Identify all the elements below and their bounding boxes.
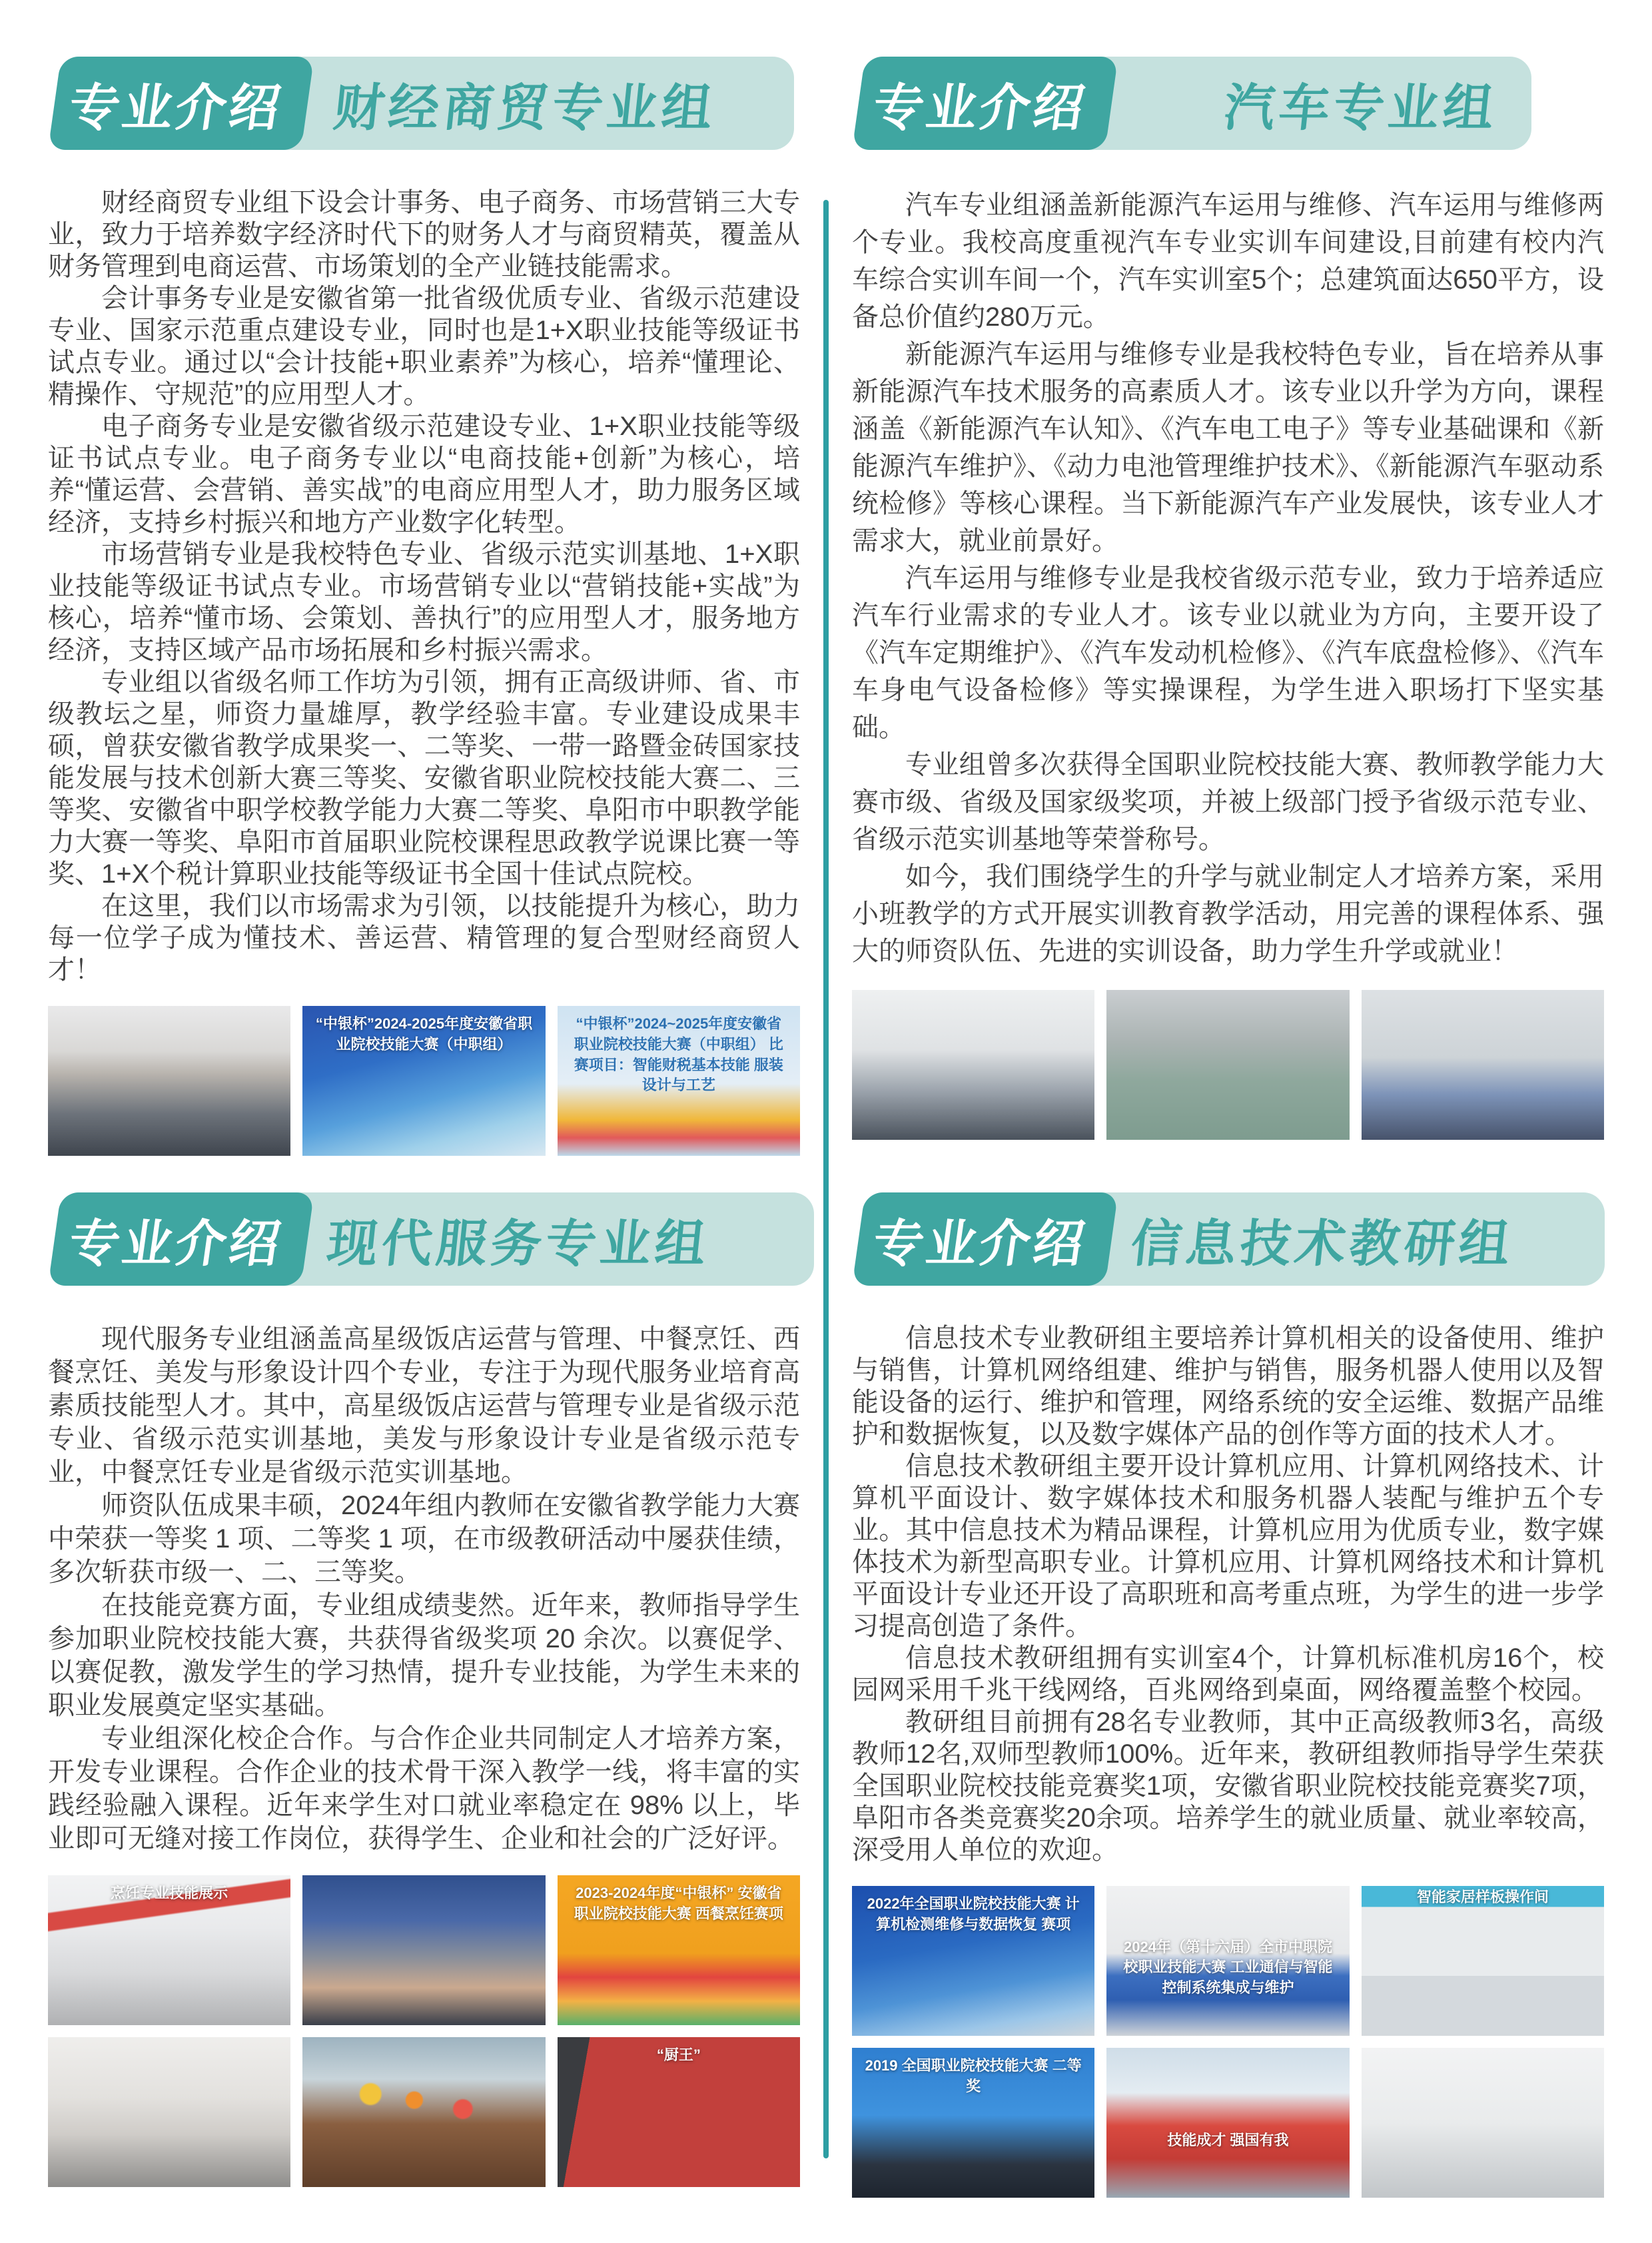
paragraph: 在这里，我们以市场需求为引领，以技能提升为核心，助力每一位学子成为懂技术、善运营、精管理的复合型财经商贸人才！: [48, 891, 800, 985]
paragraph: 汽车运用与维修专业是我校省级示范专业，致力于培养适应汽车行业需求的专业人才。该专业以就业为方向，主要开设了《汽车定期维护》、《汽车发动机检修》、《汽车底盘检修》、《汽车车身电气设备检修》等实操课程，为学生进入职场打下坚实基础。: [852, 564, 1604, 742]
photo-national-it-competition: [852, 1886, 1094, 2036]
paragraph: 新能源汽车运用与维修专业是我校特色专业，旨在培养从事新能源汽车技术服务的高素质人才。该专业以升学为方向，课程涵盖《新能源汽车认知》、《汽车电工电子》等专业基础课和《新能源汽车维护》、《动力电池管理维护技术》、《新能源汽车驱动系统检修》等核心课程。当下新能源汽车产业发展快，该专业人才需求大，就业前景好。: [852, 340, 1604, 556]
photo-row: [852, 1886, 1604, 2036]
section-body: [852, 187, 1604, 970]
paragraph: 汽车专业组涵盖新能源汽车运用与维修、汽车运用与维修两个专业。我校高度重视汽车专业实训车间建设,目前建有校内汽车综合实训车间一个，汽车实训室5个；总建筑面达650平方，设备总价值约280万元。: [852, 191, 1604, 332]
paragraph: 财经商贸专业组下设会计事务、电子商务、市场营销三大专业，致力于培养数字经济时代下的财务人才与商贸精英，覆盖从财务管理到电商运营、市场策划的全产业链技能需求。: [48, 188, 800, 281]
paragraph: 现代服务专业组涵盖高星级饭店运营与管理、中餐烹饪、西餐烹饪、美发与形象设计四个专业，专注于为现代服务业培育高素质技能型人才。其中，高星级饭店运营与管理专业是省级示范专业、省级示范实训基地，美发与形象设计专业是省级示范专业，中餐烹饪专业是省级示范实训基地。: [48, 1324, 800, 1487]
photo-beverage-works: [302, 2037, 545, 2187]
section-body: [852, 1322, 1604, 1866]
section-finance-commerce: [48, 57, 800, 1192]
photo-banner-text: 智能家居样板操作间: [1416, 1889, 1549, 1905]
photo-award-ceremony-2019: [852, 2048, 1094, 2198]
photo-row: [48, 1006, 800, 1156]
paragraph: 专业组曾多次获得全国职业院校技能大赛、教师教学能力大赛市级、省级及国家级奖项，并被上级部门授予省级示范专业、省级示范实训基地等荣誉称号。: [852, 750, 1604, 854]
paragraph: 教研组目前拥有28名专业教师，其中正高级教师3名，高级教师12名,双师型教师100%。近年来，教研组教师指导学生荣获全国职业院校技能竞赛奖1项，安徽省职业院校技能竞赛奖7项，阜阳市各类竞赛奖20余项。培养学生的就业质量、就业率较高，深受用人单位的欢迎。: [852, 1707, 1604, 1865]
photo-accounting-classroom: [48, 1006, 290, 1156]
section-title: 现代服务专业组: [324, 1215, 713, 1272]
photo-banner-text: 烹饪专业技能展示: [111, 1885, 228, 1901]
paragraph: 师资队伍成果丰硕，2024年组内教师在安徽省教学能力大赛中荣获一等奖 1 项、二等奖 1 项，在市级教研活动中屡获佳绩，多次斩获市级一、二、三等奖。: [48, 1491, 800, 1587]
paragraph: 信息技术教研组主要开设计算机应用、计算机网络技术、计算机平面设计、数字媒体技术和服务机器人装配与维护五个专业。其中信息技术为精品课程，计算机应用为优质专业，数字媒体技术为新型高职专业。计算机应用、计算机网络技术和计算机平面设计专业还开设了高职班和高考重点班，为学生的进一步学习提高创造了条件。: [852, 1452, 1604, 1641]
section-badge: 专业介绍: [65, 79, 286, 137]
photo-training-room: [1362, 2048, 1604, 2198]
photo-banner-text: “中银杯”2024~2025年度安徽省职业院校技能大赛（中职组） 比赛项目：智能财税基本技能 服装设计与工艺: [574, 1015, 783, 1094]
photo-banner-text: 2022年全国职业院校技能大赛 计算机检测维修与数据恢复 赛项: [867, 1895, 1080, 1933]
section-badge: 专业介绍: [65, 1215, 286, 1272]
photo-smart-home-lab: [1362, 1886, 1604, 2036]
paragraph: 会计事务专业是安徽省第一批省级优质专业、省级示范建设专业、国家示范重点建设专业，同时也是1+X职业技能等级证书试点专业。通过以“会计技能+职业素养”为核心，培养“懂理论、精操作、守规范”的应用型人才。: [48, 284, 800, 409]
photo-banner-text: 2023-2024年度“中银杯” 安徽省职业院校技能大赛 西餐烹饪赛项: [574, 1885, 783, 1922]
paragraph: 市场营销专业是我校特色专业、省级示范实训基地、1+X职业技能等级证书试点专业。市场营销专业以“营销技能+实战”为核心，培养“懂市场、会策划、善执行”的应用型人才，服务地方经济，支持区域产品市场拓展和乡村振兴需求。: [48, 540, 800, 665]
paragraph: 电子商务专业是安徽省级示范建设专业、1+X职业技能等级证书试点专业。电子商务专业以“电商技能+创新”为核心，培养“懂运营、会营销、善实战”的电商应用型人才，助力服务区域经济，支持乡村振兴和地方产业数字化转型。: [48, 412, 800, 537]
photo-row: [48, 1875, 800, 2025]
photo-banner-text: 2024年（第十六届）全市中职院校职业技能大赛 工业通信与智能控制系统集成与维护: [1123, 1938, 1333, 1997]
photo-chef-demo: [48, 2037, 290, 2187]
paragraph: 专业组以省级名师工作坊为引领，拥有正高级讲师、省、市级教坛之星，师资力量雄厚，教学经验丰富。专业建设成果丰硕，曾获安徽省教学成果奖一、二等奖、一带一路暨金砖国家技能发展与技术创新大赛三等奖、安徽省职业院校技能大赛二、三等奖、安徽省中职学校教学能力大赛二等奖、阜阳市中职教学能力大赛一等奖、阜阳市首届职业院校课程思政教学说课比赛一等奖、1+X个税计算职业技能等级证书全国十佳试点院校。: [48, 668, 800, 889]
section-header: [852, 57, 1604, 150]
photo-row: [852, 2048, 1604, 2198]
photo-pastry-training: [48, 1875, 290, 2025]
section-title: 信息技术教研组: [1128, 1215, 1517, 1272]
paragraph: 在技能竞赛方面，专业组成绩斐然。近年来，教师指导学生参加职业院校技能大赛，共获得省级奖项 20 余次。以赛促学、以赛促教，激发学生的学习热情，提升专业技能，为学生未来的职业发展奠定坚实基础。: [48, 1591, 800, 1720]
photo-banner-text: 2019 全国职业院校技能大赛 二等奖: [865, 2057, 1082, 2094]
photo-row: [852, 990, 1604, 1140]
section-automotive: [852, 57, 1604, 1192]
photo-auto-workshop: [1106, 990, 1349, 1140]
photo-culinary-award: [558, 2037, 800, 2187]
photo-banner-text: 技能成才 强国有我: [1167, 2132, 1289, 2149]
section-header: [852, 1192, 1604, 1286]
photo-row: [48, 2037, 800, 2187]
photo-skills-competition-light-backdrop: [558, 1006, 800, 1156]
photo-auto-practice-car: [1362, 990, 1604, 1140]
photo-campus-arch: [1106, 2048, 1349, 2198]
section-body: [48, 187, 800, 986]
paragraph: 专业组深化校企合作。与合作企业共同制定人才培养方案，开发专业课程。合作企业的技术骨干深入教学一线，将丰富的实践经验融入课程。近年来学生对口就业率稳定在 98% 以上，毕业即可无缝对接工作岗位，获得学生、企业和社会的广泛好评。: [48, 1724, 800, 1853]
photo-styling-contest: [302, 1875, 545, 2025]
photo-skills-competition-blue-backdrop: [302, 1006, 545, 1156]
section-modern-service: [48, 1192, 800, 2187]
paragraph: 信息技术教研组拥有实训室4个，计算机标准机房16个，校园网采用千兆干线网络，百兆网络到桌面，网络覆盖整个校园。: [852, 1643, 1604, 1705]
section-body: [48, 1322, 800, 1855]
photo-western-cuisine-competition: [558, 1875, 800, 2025]
right-column: [852, 57, 1604, 2198]
section-badge: 专业介绍: [869, 79, 1090, 137]
paragraph: 如今，我们围绕学生的升学与就业制定人才培养方案，采用小班教学的方式开展实训教育教学活动，用完善的课程体系、强大的师资队伍、先进的实训设备，助力学生升学或就业！: [852, 862, 1604, 966]
photo-banner-text: “中银杯”2024-2025年度安徽省职业院校技能大赛（中职组）: [315, 1015, 533, 1053]
section-header: [48, 57, 800, 150]
column-divider: [823, 200, 829, 2158]
photo-city-it-competition: [1106, 1886, 1349, 2036]
section-information-technology: [852, 1192, 1604, 2198]
paragraph: 信息技术专业教研组主要培养计算机相关的设备使用、维护与销售，计算机网络组建、维护与销售，服务机器人使用以及智能设备的运行、维护和管理，网络系统的安全运维、数据产品维护和数据恢复，以及数字媒体产品的创作等方面的技术人才。: [852, 1324, 1604, 1449]
section-header: [48, 1192, 800, 1286]
section-title: 财经商贸专业组: [330, 79, 719, 137]
photo-banner-text: “厨王”: [656, 2046, 701, 2063]
photo-auto-theory-classroom: [852, 990, 1094, 1140]
section-badge: 专业介绍: [869, 1215, 1090, 1272]
left-column: [48, 57, 800, 2198]
section-title: 汽车专业组: [1221, 79, 1501, 137]
